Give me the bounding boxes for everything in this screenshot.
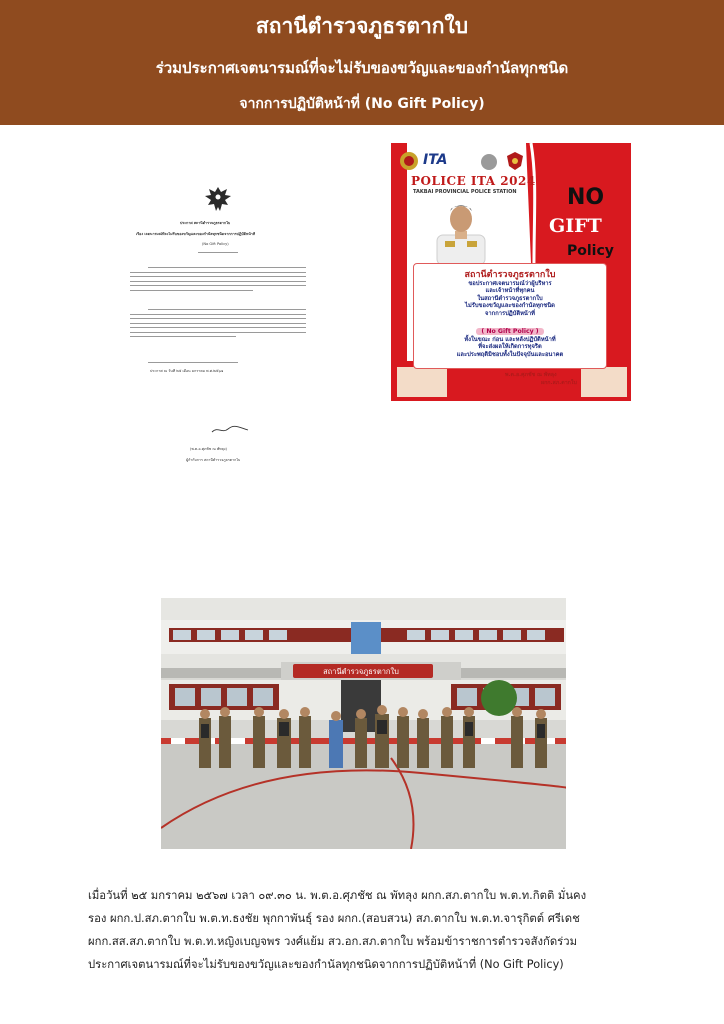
poster-gift-text: GIFT [549,215,602,237]
garuda-emblem-icon [202,184,234,216]
letter-closing [148,359,238,367]
letter-body-para-1 [130,264,306,294]
page-subtitle-line2: จากการปฏิบัติหน้าที่ (No Gift Policy) [239,96,485,112]
building-sign: สถานีตำรวจภูธรตากใบ [323,667,399,676]
letter-heading-3: (No Gift Policy) [202,242,229,246]
page-subtitle-line1: ร่วมประกาศเจตนารมณ์ที่จะไม่รับของขวัญและของกำนัลทุกชนิด [155,59,569,77]
poster-box-highlight: ( No Gift Policy ) [476,328,543,335]
poster-box-line: ที่จะส่งผลให้เกิดการทุจริต [478,344,542,351]
poster-box-line: จากการปฏิบัติหน้าที่ [485,310,535,317]
poster-box-line: และเจ้าหน้าที่ทุกคน [485,288,535,295]
poster-ita-subtitle: TAKBAI PROVINCIAL POLICE STATION [413,189,517,195]
officer-portrait [431,195,491,265]
page-header [0,0,724,125]
signature-icon [210,424,250,436]
no-gift-policy-poster [391,143,631,401]
letter-body-para-2 [130,306,306,341]
poster-message-box [413,263,607,369]
poster-signer-title: ผกก.สภ.ตากใบ [541,380,577,386]
scales-icon [479,153,499,171]
poster-ita-title: POLICE ITA 2024 [411,174,536,188]
caption-line: เมื่อวันที่ ๒๕ มกราคม ๒๕๖๗ เวลา ๐๙.๓๐ น. พ.ต.อ.ศุภชัช ณ พัทลุง ผกก.สภ.ตากใบ พ.ต.ท.กิตติ มั่นคง [88,889,587,902]
poster-signer: พ.ต.อ.ศุภชัช ณ พัทลุง [505,372,557,378]
poster-box-line: ไม่รับของขวัญและของกำนัลทุกชนิด [465,303,555,310]
poster-policy-text: Policy [567,243,614,259]
police-shield-icon [505,151,525,171]
page-title: สถานีตำรวจภูธรตากใบ [255,14,469,38]
caption-line: รอง ผกก.ป.สภ.ตากใบ พ.ต.ท.ธงชัย พุกกาพันธุ์ รอง ผกก.(สอบสวน) สภ.ตากใบ พ.ต.ท.จารุกิตต์ ศรีเดช [88,912,580,925]
police-badge-icon [399,151,419,171]
letter-signer-name: (พ.ต.อ.ศุภชัช ณ พัทลุง) [190,447,227,451]
caption-line: ประกาศเจตนารมณ์ที่จะไม่รับของขวัญและของกำนัลทุกชนิดจากการปฏิบัติหน้าที่ (No Gift Policy) [88,958,564,971]
group-photo [161,598,566,849]
photo-caption [88,884,648,976]
poster-box-line: และประพฤติมิชอบทั้งในปัจจุบันและอนาคต [456,351,564,358]
letter-date: ประกาศ ณ วันที่ ๒๕ เดือน มกราคม พ.ศ.๒๕๖๗ [150,369,224,373]
letter-divider [198,252,238,253]
caption-line: ผกก.สส.สภ.ตากใบ พ.ต.ท.หญิงเบญจพร วงศ์แย้ม สว.อก.สภ.ตากใบ พร้อมข้าราชการตำรวจสังกัดร่วม [88,935,578,948]
letter-heading-2: เรื่อง เจตนารมณ์ที่จะไม่รับของขวัญและของกำนัลทุกชนิดจากการปฏิบัติหน้าที่ [136,232,256,236]
announcement-letter [128,178,308,478]
poster-box-title: สถานีตำรวจภูธรตากใบ [464,270,556,280]
poster-box-line: ในสถานีตำรวจภูธรตากใบ [477,295,543,302]
poster-box-line: ทั้งในขณะ ก่อน และหลังปฏิบัติหน้าที่ [464,337,556,344]
ita-logo-icon: ITA [423,152,448,168]
poster-box-line: ขอประกาศเจตนารมณ์ว่าผู้บริหาร [468,281,552,287]
letter-signer-title: ผู้กำกับการ สถานีตำรวจภูธรตากใบ [186,458,241,462]
letter-heading-1: ประกาศ สถานีตำรวจภูธรตากใบ [180,221,231,225]
poster-no-text: NO [567,185,605,210]
